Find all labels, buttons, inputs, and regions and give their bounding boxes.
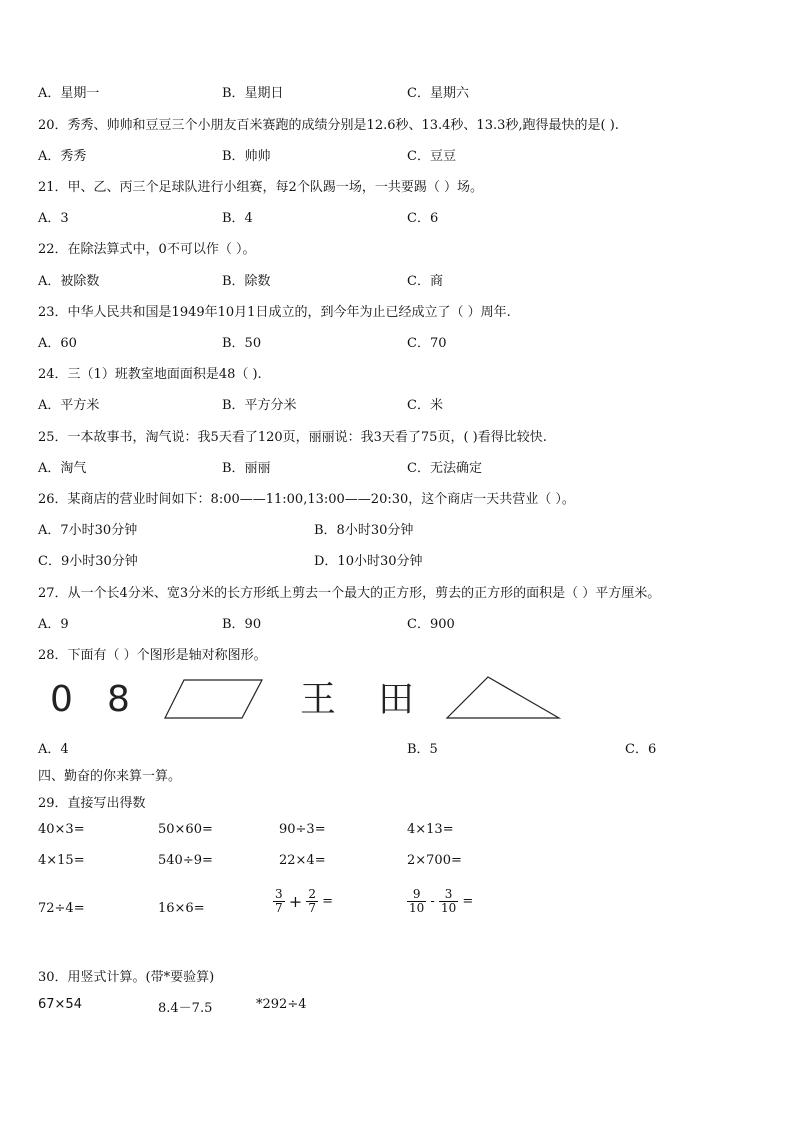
denominator: 7 bbox=[308, 901, 316, 915]
q20-stem: 20．秀秀、帅帅和豆豆三个小朋友百米赛跑的成绩分别是12.6秒、13.4秒、13.3秒,跑得最快的是( ). bbox=[38, 118, 619, 133]
q23-option-a: A．60 bbox=[38, 336, 77, 351]
calc-item: 4×13= bbox=[407, 822, 454, 837]
equals-sign: = bbox=[322, 894, 334, 909]
operator: + bbox=[288, 892, 303, 911]
q27-option-b: B．90 bbox=[222, 617, 262, 632]
q23-stem: 23．中华人民共和国是1949年10月1日成立的，到今年为止已经成立了（ ）周年. bbox=[38, 305, 511, 320]
q24-option-a: A．平方米 bbox=[38, 398, 100, 413]
calc-item: 2×700= bbox=[407, 853, 462, 868]
q21-stem: 21．甲、乙、丙三个足球队进行小组赛，每2个队踢一场，一共要踢（ ）场。 bbox=[38, 180, 483, 195]
q25-option-c: C．无法确定 bbox=[407, 461, 482, 476]
q22-option-a: A．被除数 bbox=[38, 274, 100, 289]
denominator: 10 bbox=[440, 901, 457, 915]
q19-option-a: A．星期一 bbox=[38, 86, 100, 101]
q20-option-c: C．豆豆 bbox=[407, 149, 456, 164]
vertical-calc-item: 8.4－7.5 bbox=[158, 1001, 213, 1016]
q22-option-c: C．商 bbox=[407, 274, 443, 289]
q19-option-b: B．星期日 bbox=[222, 86, 284, 101]
calc-item: 16×6= bbox=[158, 901, 205, 916]
figure-eight: 8 bbox=[107, 679, 130, 720]
q26-option-b: B．8小时30分钟 bbox=[314, 523, 414, 538]
q28-stem: 28．下面有（ ）个图形是轴对称图形。 bbox=[38, 648, 267, 663]
q25-stem: 25．一本故事书，淘气说：我5天看了120页，丽丽说：我3天看了75页，( )看得比较快. bbox=[38, 430, 547, 445]
q27-option-c: C．900 bbox=[407, 617, 455, 632]
q26-option-d: D．10小时30分钟 bbox=[314, 554, 423, 569]
q28-option-a: A．4 bbox=[38, 742, 69, 757]
figure-zero: 0 bbox=[50, 679, 73, 720]
q20-option-a: A．秀秀 bbox=[38, 149, 87, 164]
calc-item: 40×3= bbox=[38, 822, 85, 837]
numerator: 3 bbox=[444, 887, 453, 901]
calc-item: 50×60= bbox=[158, 822, 213, 837]
calc-item: 540÷9= bbox=[158, 853, 213, 868]
fraction bbox=[407, 888, 426, 915]
q24-option-c: C．米 bbox=[407, 398, 443, 413]
fraction bbox=[439, 888, 458, 915]
q21-option-b: B．4 bbox=[222, 211, 253, 226]
q30-stem: 30．用竖式计算。(带*要验算) bbox=[38, 970, 215, 985]
q22-stem: 22．在除法算式中，0不可以作（ ）。 bbox=[38, 242, 256, 257]
figure-wang: 王 bbox=[300, 679, 337, 720]
denominator: 10 bbox=[409, 901, 425, 915]
q19-option-c: C．星期六 bbox=[407, 86, 469, 101]
q26-option-a: A．7小时30分钟 bbox=[38, 523, 138, 538]
figure-tian: 田 bbox=[378, 679, 415, 720]
q28-option-c: C．6 bbox=[625, 742, 657, 757]
vertical-calc-item: 67×54 bbox=[38, 997, 82, 1012]
numerator: 3 bbox=[275, 887, 283, 901]
numerator: 2 bbox=[308, 887, 316, 901]
denominator: 7 bbox=[275, 901, 283, 915]
fraction-expression-2 bbox=[407, 888, 473, 915]
q21-option-c: C．6 bbox=[407, 211, 439, 226]
q25-option-a: A．淘气 bbox=[38, 461, 87, 476]
calc-item: 90÷3= bbox=[279, 822, 326, 837]
numerator: 9 bbox=[412, 887, 421, 901]
calc-item: 22×4= bbox=[279, 853, 326, 868]
q23-option-c: C．70 bbox=[407, 336, 447, 351]
fraction bbox=[306, 888, 318, 915]
q23-option-b: B．50 bbox=[222, 336, 262, 351]
triangle-figure bbox=[442, 672, 566, 724]
q26-option-c: C．9小时30分钟 bbox=[38, 554, 138, 569]
q29-stem: 29．直接写出得数 bbox=[38, 796, 146, 811]
q21-option-a: A．3 bbox=[38, 211, 69, 226]
q26-stem: 26．某商店的营业时间如下：8:00——11:00,13:00——20:30，这个商店一天共营业（ ）。 bbox=[38, 492, 575, 507]
operator: - bbox=[430, 894, 435, 909]
q25-option-b: B．丽丽 bbox=[222, 461, 271, 476]
q20-option-b: B．帅帅 bbox=[222, 149, 271, 164]
calc-item: 4×15= bbox=[38, 853, 85, 868]
q24-option-b: B．平方分米 bbox=[222, 398, 297, 413]
equals-sign: = bbox=[462, 894, 474, 909]
section-four-heading: 四、勤奋的你来算一算。 bbox=[38, 769, 182, 784]
q24-stem: 24．三（1）班教室地面面积是48（ ). bbox=[38, 367, 262, 382]
vertical-calc-item: *292÷4 bbox=[256, 997, 307, 1012]
q27-option-a: A．9 bbox=[38, 617, 69, 632]
q28-option-b: B．5 bbox=[407, 742, 438, 757]
parallelogram-figure bbox=[160, 676, 270, 724]
q22-option-b: B．除数 bbox=[222, 274, 271, 289]
fraction-expression-1 bbox=[273, 888, 333, 915]
calc-item: 72÷4= bbox=[38, 901, 85, 916]
q27-stem: 27．从一个长4分米、宽3分米的长方形纸上剪去一个最大的正方形，剪去的正方形的面积是（ ）平方厘米。 bbox=[38, 586, 661, 601]
fraction bbox=[273, 888, 285, 915]
